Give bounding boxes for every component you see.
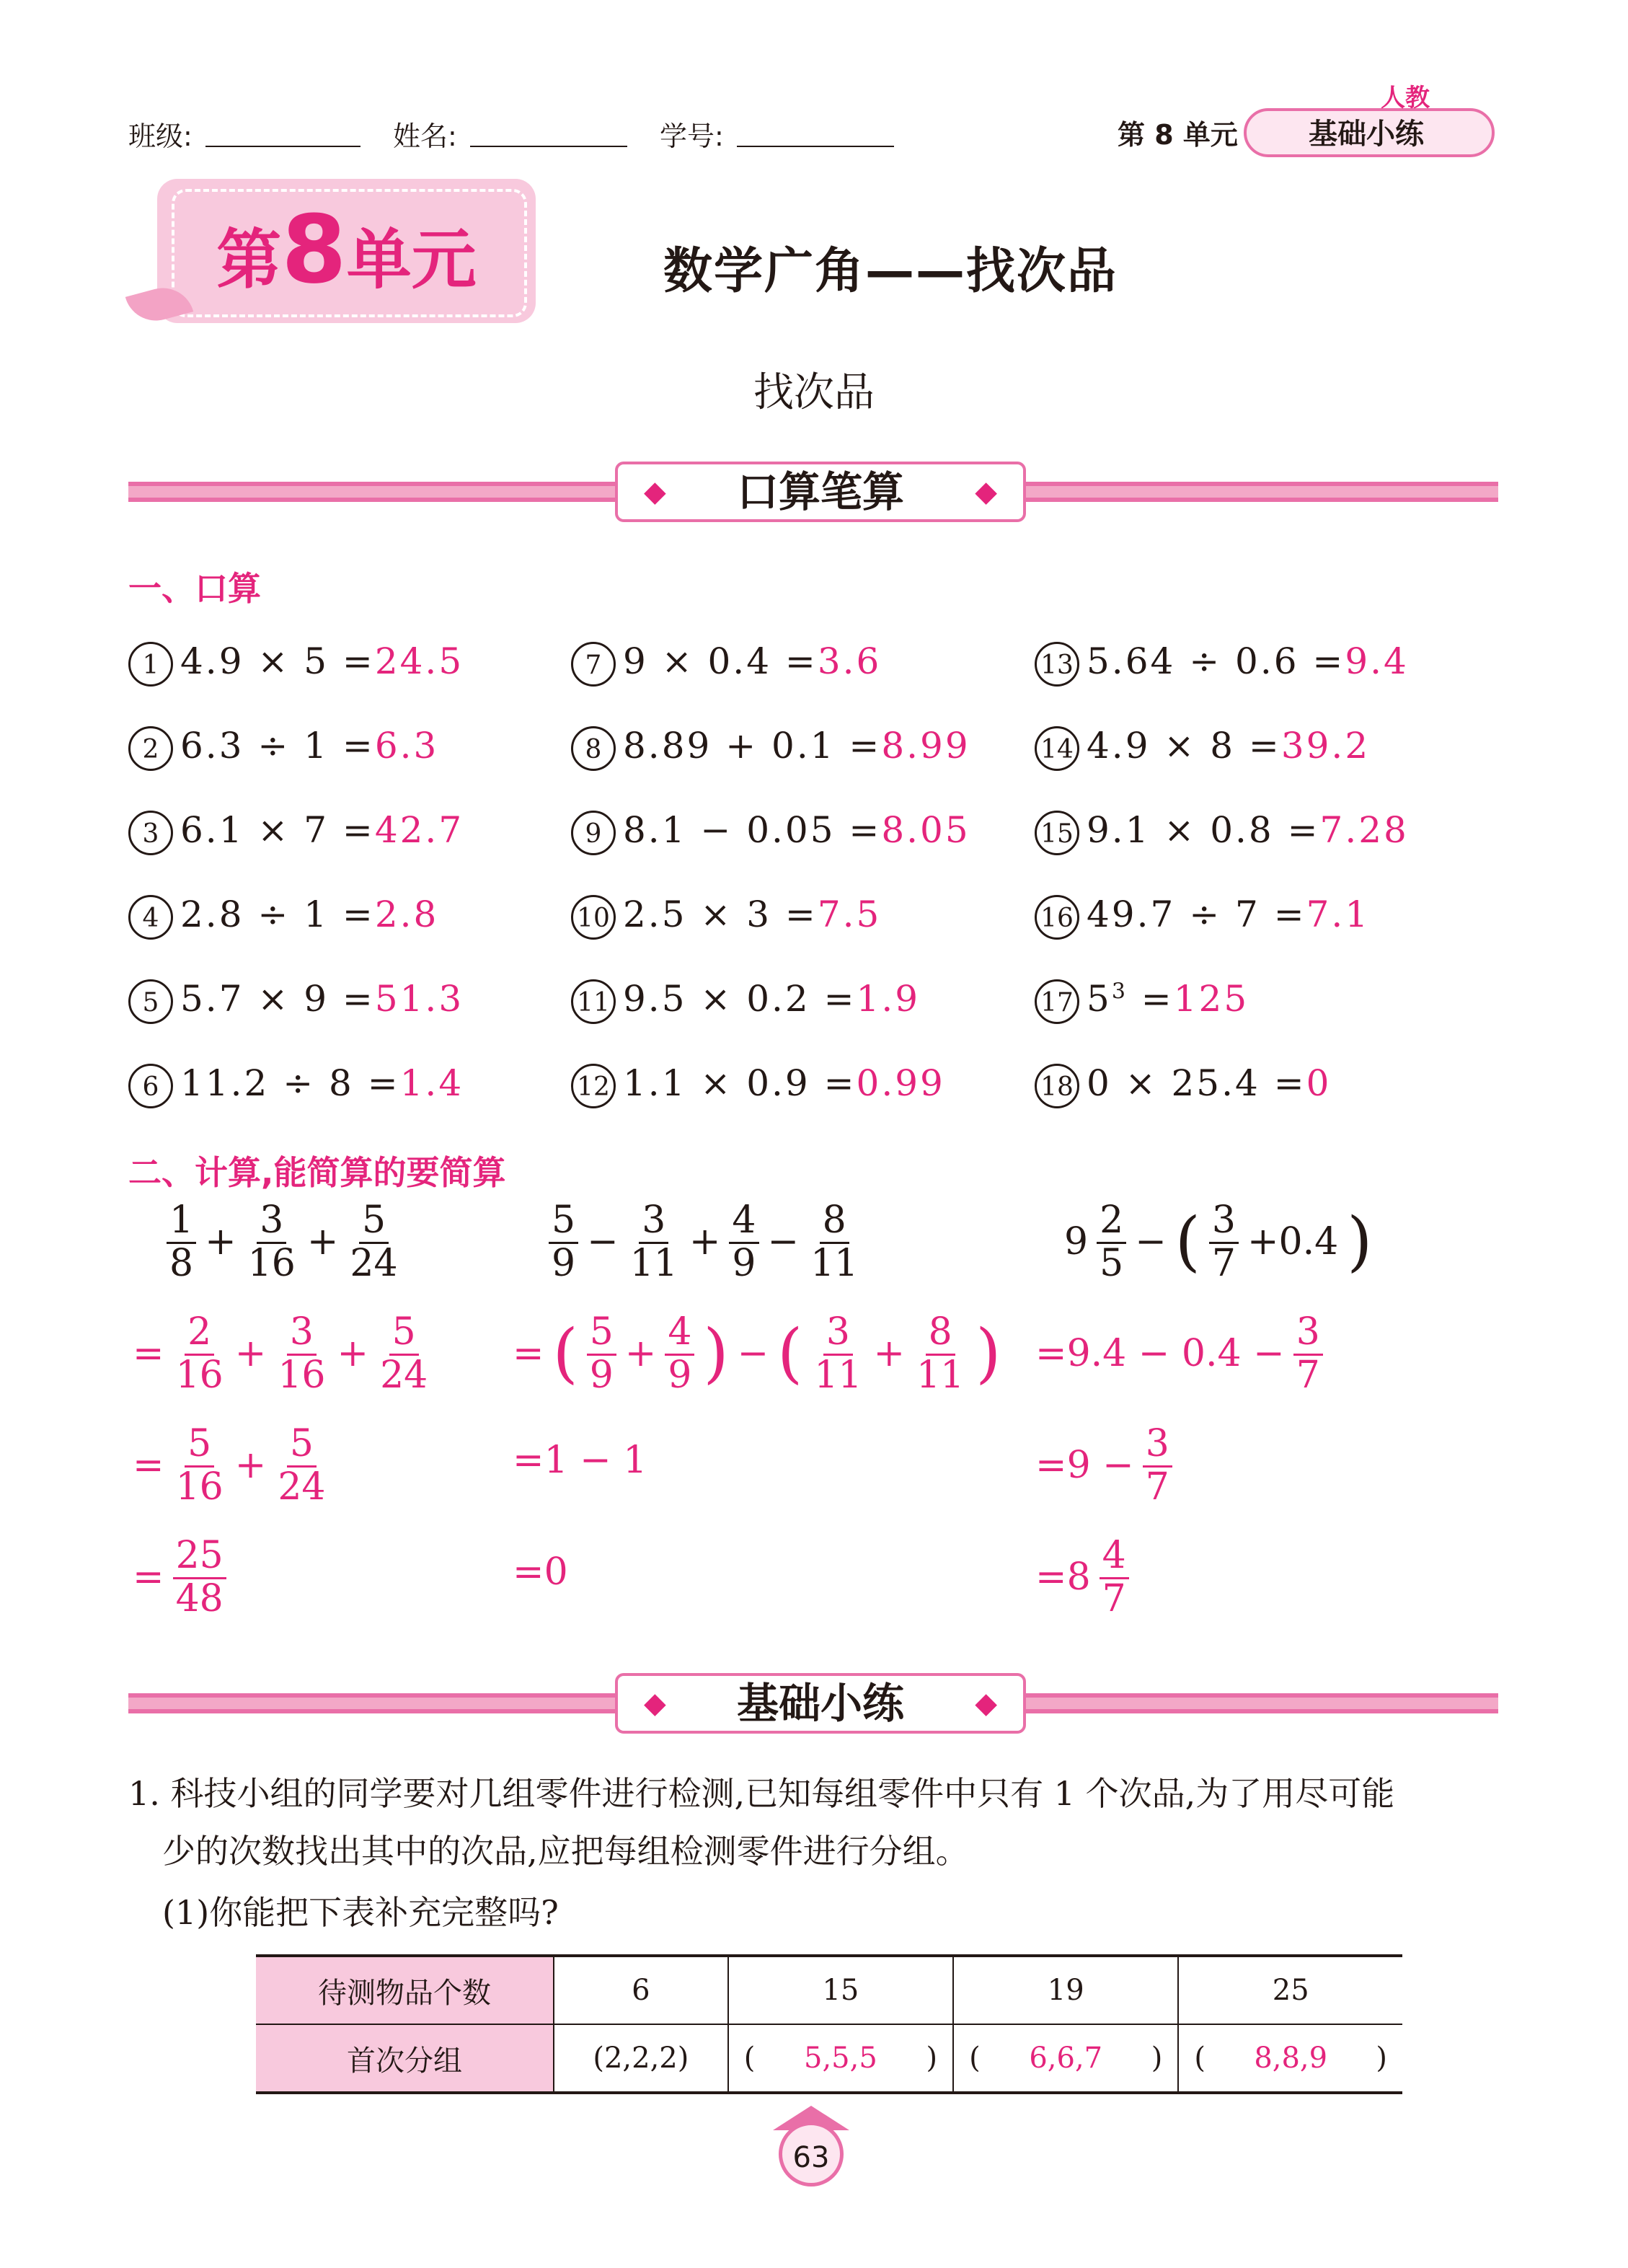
item-number: 14 <box>1035 726 1079 771</box>
page-number: 63 <box>779 2122 844 2187</box>
oral-calc-item <box>571 809 970 855</box>
fraction: $\frac{3}{11}$ <box>629 1199 678 1285</box>
fraction: $\frac{3}{16}$ <box>278 1310 326 1397</box>
question: 9.1 × 0.8 = <box>1087 809 1320 851</box>
oral-calc-item <box>1035 1062 1331 1108</box>
question: 49.7 ÷ 7 = <box>1087 893 1306 935</box>
question: 4.9 × 5 = <box>180 640 375 682</box>
student-id-label: 学号: <box>660 120 724 152</box>
diamond-icon: ◆ <box>975 1687 997 1720</box>
unit-badge-text: 第8单元 <box>216 195 477 304</box>
fraction: $\frac{5}{9}$ <box>587 1312 616 1395</box>
question: 0 × 25.4 = <box>1087 1062 1306 1104</box>
calc-step: =9 − $\frac{3}{7}$ <box>1031 1424 1177 1506</box>
item-number: 11 <box>571 979 616 1024</box>
answer-cell[interactable]: ( 8,8,9 ) <box>1178 2024 1402 2093</box>
table-head-group: 首次分组 <box>256 2024 554 2093</box>
problem1-sub: (1)你能把下表补充完整吗? <box>162 1893 559 1932</box>
item-number: 17 <box>1035 979 1079 1024</box>
diamond-icon: ◆ <box>644 475 666 508</box>
oral-calc-item <box>1035 809 1409 855</box>
oral-calc-item <box>571 640 881 687</box>
calc-step: =1 − 1 <box>513 1439 647 1482</box>
diamond-icon: ◆ <box>975 475 997 508</box>
problem1-line2: 少的次数找出其中的次品,应把每组检测零件进行分组。 <box>162 1832 969 1871</box>
fraction: $\frac{8}{11}$ <box>916 1310 965 1397</box>
table-row <box>256 2024 1402 2093</box>
fraction: $\frac{3}{7}$ <box>1293 1312 1323 1395</box>
oral-calc-item: 17 $5^3 =125$ <box>1035 978 1249 1024</box>
diamond-icon: ◆ <box>644 1687 666 1720</box>
answer: 0.99 <box>856 1062 945 1104</box>
answer: 7.28 <box>1319 809 1409 851</box>
fraction: $\frac{4}{9}$ <box>665 1312 694 1395</box>
part2-heading: 二、计算,能简算的要简算 <box>128 1153 506 1192</box>
oral-calc-item <box>1035 725 1370 771</box>
item-number: 1 <box>128 642 173 687</box>
answer: 3.6 <box>817 640 882 682</box>
fraction: $\frac{1}{8}$ <box>167 1201 196 1283</box>
class-field[interactable] <box>205 117 360 147</box>
fraction: $\frac{5}{16}$ <box>175 1422 224 1509</box>
exponent: 3 <box>1111 979 1128 1005</box>
lesson-title: 找次品 <box>753 369 875 416</box>
student-id-field[interactable] <box>737 117 894 147</box>
answer: 6.3 <box>374 725 439 767</box>
item-number: 4 <box>128 895 173 940</box>
page-title: 数学广角——找次品 <box>663 243 1118 300</box>
brand-name: 基础小练 <box>1309 118 1424 151</box>
name-label: 姓名: <box>393 120 457 152</box>
oral-calc-item <box>571 893 881 940</box>
question: 4.9 × 8 = <box>1087 725 1281 767</box>
question: 2.5 × 3 = <box>623 893 818 935</box>
question: 1.1 × 0.9 = <box>623 1062 857 1104</box>
question: 8.89 + 0.1 = <box>623 725 882 767</box>
item-number: 18 <box>1035 1064 1079 1108</box>
table-head-count: 待测物品个数 <box>256 1956 554 2024</box>
calc-step: = $\frac{5}{16}$ + $\frac{5}{24}$ <box>128 1424 333 1506</box>
calc-step: =9.4 − 0.4 − $\frac{3}{7}$ <box>1031 1312 1327 1395</box>
calc-step: = $\frac{25}{48}$ <box>128 1536 231 1618</box>
fraction: $\frac{3}{7}$ <box>1209 1201 1239 1283</box>
calc-step: =0 <box>513 1550 568 1594</box>
question: 6.1 × 7 = <box>180 809 375 851</box>
fraction: $\frac{5}{24}$ <box>278 1422 326 1509</box>
answer: 39.2 <box>1280 725 1371 767</box>
table-cell: 19 <box>953 1956 1178 2024</box>
section-banner-practice: ◆ 基础小练 ◆ <box>615 1673 1026 1734</box>
calc-step: = ( $\frac{5}{9}$ + $\frac{4}{9}$ ) − ( $\frac{3}{11}$ + $\frac{8}{11}$ ) <box>513 1310 1001 1397</box>
question: 2.8 ÷ 1 = <box>180 893 375 935</box>
fraction: $\frac{25}{48}$ <box>173 1536 226 1618</box>
answer-cell[interactable]: ( 5,5,5 ) <box>728 2024 953 2093</box>
item-number: 3 <box>128 811 173 855</box>
fraction: $\frac{5}{24}$ <box>350 1199 398 1285</box>
answer: 2.8 <box>374 893 439 935</box>
answer: 0 <box>1306 1062 1332 1104</box>
problem1-line1: 1. 科技小组的同学要对几组零件进行检测,已知每组零件中只有 1 个次品,为了用尽可能 <box>128 1774 1395 1813</box>
question: 11.2 ÷ 8 = <box>180 1062 400 1104</box>
table-cell-given: (2,2,2) <box>554 2024 728 2093</box>
calc-step: = $\frac{2}{16}$ + $\frac{3}{16}$ + $\frac{5}{24}$ <box>128 1312 435 1395</box>
calc-step: =8 $\frac{4}{7}$ <box>1031 1536 1133 1618</box>
fraction: $\frac{3}{16}$ <box>247 1199 296 1285</box>
class-label: 班级: <box>128 120 193 152</box>
name-field[interactable] <box>470 117 627 147</box>
item-number: 2 <box>128 726 173 771</box>
answer: 1.4 <box>399 1062 464 1104</box>
question: 8.1 − 0.05 = <box>623 809 882 851</box>
answer: 125 <box>1173 978 1249 1020</box>
oral-calc-item <box>571 978 920 1024</box>
answer: 1.9 <box>856 978 921 1020</box>
table-cell: 6 <box>554 1956 728 2024</box>
unit-label: 第 8 单元 <box>1118 119 1238 151</box>
fraction: $\frac{5}{24}$ <box>380 1310 428 1397</box>
answer: 51.3 <box>374 978 464 1020</box>
fraction: $\frac{5}{9}$ <box>549 1201 578 1283</box>
oral-calc-item <box>128 893 438 940</box>
table-cell: 25 <box>1178 1956 1402 2024</box>
fraction: $\frac{4}{9}$ <box>729 1201 758 1283</box>
oral-calc-item <box>128 640 464 687</box>
oral-calc-item <box>128 1062 464 1108</box>
calc-question: $\frac{1}{8}$ + $\frac{3}{16}$ + $\frac{5}{24}$ <box>162 1201 405 1283</box>
oral-calc-item <box>128 809 464 855</box>
oral-calc-item <box>1035 893 1370 940</box>
fraction: $\frac{2}{5}$ <box>1097 1201 1126 1283</box>
item-number: 8 <box>571 726 616 771</box>
table-cell: 15 <box>728 1956 953 2024</box>
oral-calc-item <box>571 1062 945 1108</box>
answer: 42.7 <box>374 809 464 851</box>
question: 6.3 ÷ 1 = <box>180 725 375 767</box>
question: 5.64 ÷ 0.6 = <box>1087 640 1345 682</box>
answer: 9.4 <box>1345 640 1409 682</box>
grouping-table <box>256 1954 1402 2094</box>
oral-calc-item <box>128 725 438 771</box>
oral-calc-item <box>571 725 970 771</box>
fraction: $\frac{8}{11}$ <box>810 1199 859 1285</box>
answer: 7.5 <box>817 893 882 935</box>
question: 5 <box>1087 978 1112 1020</box>
answer: 8.99 <box>881 725 970 767</box>
fraction: $\frac{3}{11}$ <box>814 1310 862 1397</box>
item-number: 16 <box>1035 895 1079 940</box>
question: 9.5 × 0.2 = <box>623 978 857 1020</box>
question: 9 × 0.4 = <box>623 640 818 682</box>
oral-calc-item <box>1035 640 1409 687</box>
item-number: 6 <box>128 1064 173 1108</box>
fraction: $\frac{3}{7}$ <box>1143 1424 1172 1506</box>
item-number: 12 <box>571 1064 616 1108</box>
oral-calc-item <box>128 978 464 1024</box>
answer: 24.5 <box>374 640 464 682</box>
table-row <box>256 1956 1402 2024</box>
brand-sub: 人教 <box>1381 84 1430 112</box>
item-number: 13 <box>1035 642 1079 687</box>
answer-cell[interactable]: ( 6,6,7 ) <box>953 2024 1178 2093</box>
answer: 7.1 <box>1306 893 1371 935</box>
fraction: $\frac{4}{7}$ <box>1100 1536 1129 1618</box>
answer: 8.05 <box>881 809 970 851</box>
item-number: 7 <box>571 642 616 687</box>
item-number: 9 <box>571 811 616 855</box>
question: 5.7 × 9 = <box>180 978 375 1020</box>
item-number: 10 <box>571 895 616 940</box>
section-banner-calc: ◆ 口算笔算 ◆ <box>615 462 1026 522</box>
part1-heading: 一、口算 <box>128 569 261 608</box>
calc-question: $\frac{5}{9}$ − $\frac{3}{11}$ + $\frac{4}{9}$ − $\frac{8}{11}$ <box>544 1201 865 1283</box>
fraction: $\frac{2}{16}$ <box>175 1310 224 1397</box>
item-number: 5 <box>128 979 173 1024</box>
calc-question: 9 $\frac{2}{5}$ − ( $\frac{3}{7}$ +0.4 ) <box>1064 1199 1373 1285</box>
item-number: 15 <box>1035 811 1079 855</box>
